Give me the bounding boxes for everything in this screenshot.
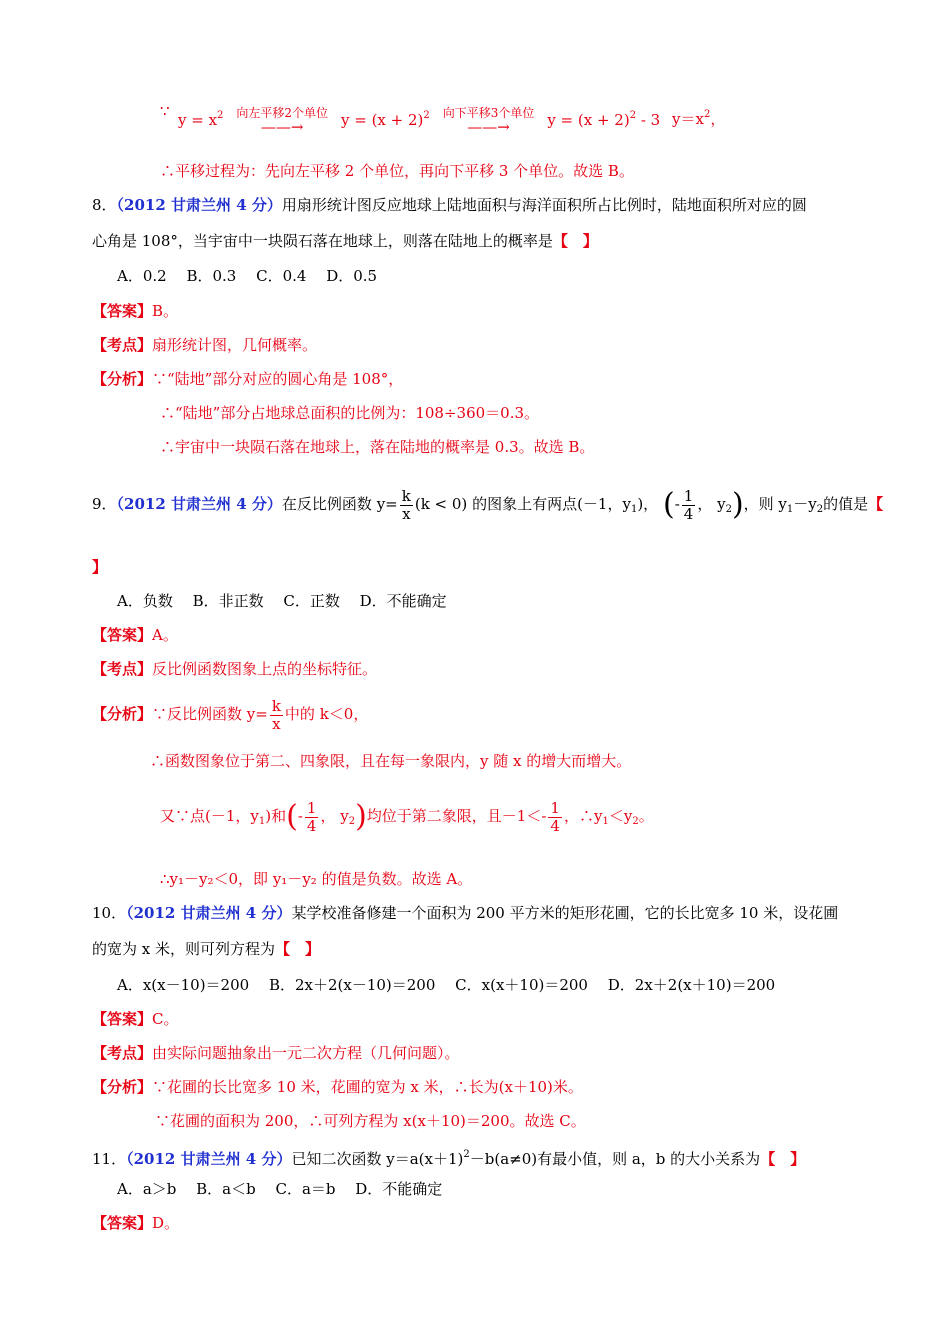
q8-point-text: 扇形统计图，几何概率。 <box>152 336 318 354</box>
q9-text3: ，则 y <box>743 495 787 513</box>
q11-source: （2012 甘肃兰州 4 分） <box>126 1150 292 1168</box>
q7-expr3-b: - 3 <box>636 111 661 129</box>
q9-analysis-line4: ∴y₁－y₂＜0，即 y₁－y₂ 的值是负数。故选 A。 <box>160 870 473 888</box>
q9-a3-den2: 4 <box>550 816 560 835</box>
q10-answer-bracket: 【 】 <box>275 940 321 958</box>
q8-stem-line2 <box>92 230 598 252</box>
q8-point-tag: 【考点】 <box>92 336 153 354</box>
q11-text1: 已知二次函数 y＝a(x＋1) <box>291 1150 464 1168</box>
q7-tail-text: y＝x <box>672 110 704 128</box>
q9-a3-den: 4 <box>306 816 317 835</box>
q9-text3-sub2: 2 <box>816 504 824 515</box>
q7-translation-formula <box>178 102 660 134</box>
q10-point-text: 由实际问题抽象出一元二次方程（几何问题）。 <box>152 1044 460 1062</box>
q8-point <box>92 334 317 356</box>
q9-a3-minus: - <box>297 807 303 825</box>
q10-answer <box>92 1008 179 1030</box>
q8-text1: 用扇形统计图反应地球上陆地面积与海洋面积所占比例时，陆地面积所对应的圆 <box>281 196 807 214</box>
q9-answer-tag: 【答案】 <box>92 626 153 644</box>
q7-exp: 2 <box>423 110 430 121</box>
q10-point-tag: 【考点】 <box>92 1044 153 1062</box>
q9-point-num: 1 <box>683 486 694 505</box>
q9-function <box>376 486 468 523</box>
q7-arrow-left-shaft: ——→ <box>260 118 304 136</box>
q9-bracket-open: 【 <box>868 495 884 513</box>
q9-left-paren: ( <box>662 487 675 522</box>
q9-analysis-fraction <box>270 698 283 733</box>
q9-text2-sub: 1 <box>630 504 638 515</box>
q8-options: A．0.2 B．0.3 C．0.4 D．0.5 <box>117 267 378 285</box>
q9-a3-fraction2 <box>548 800 562 835</box>
q9-text3-mid: －y <box>793 495 817 513</box>
q9-analysis-frac-num: k <box>271 696 281 715</box>
q9-a3-y: ， y <box>320 807 349 825</box>
q9-answer-value: A。 <box>152 626 178 644</box>
q9-a3-minus2: - <box>541 807 547 825</box>
q9-a3-pre: 又∵点(－1，y <box>160 807 259 825</box>
q9-a3-post: 均位于第二象限，且－1＜ <box>366 807 542 825</box>
q10-options: A．x(x－10)＝200 B．2x＋2(x－10)＝200 C．x(x＋10)＝200 D．2x＋2(x＋10)＝200 <box>117 976 776 994</box>
q8-answer-tag: 【答案】 <box>92 302 153 320</box>
q9-analysis-frac-den: x <box>272 714 281 733</box>
q8-stem-line1 <box>92 194 807 216</box>
q9-analysis-post: 中的 k＜0， <box>284 705 369 723</box>
q10-point <box>92 1042 460 1064</box>
q7-tail-end: ， <box>710 110 726 128</box>
q9-point-tag: 【考点】 <box>92 660 153 678</box>
q9-a3-num: 1 <box>306 798 317 817</box>
q10-stem-line2 <box>92 938 320 960</box>
q7-arrow-down-shaft: ——→ <box>467 118 510 136</box>
q10-analysis-line2: ∵花圃的面积为 200，∴可列方程为 x(x＋10)＝200。故选 C。 <box>155 1112 586 1130</box>
q9-frac-num: k <box>401 486 411 505</box>
q7-tail-exp: 2 <box>703 109 711 120</box>
q9-point <box>92 658 377 680</box>
q9-a3-left-paren: ( <box>286 799 298 834</box>
q11-text1-sup: 2 <box>463 1149 470 1160</box>
q9-a3-right-paren: ) <box>355 799 367 834</box>
q9-text2: 的图象上有两点(－1，y <box>472 495 631 513</box>
q9-analysis-line3 <box>160 796 654 842</box>
q11-answer-tag: 【答案】 <box>92 1214 153 1232</box>
q7-arrow-down-label: 向下平移3个单位 <box>442 106 535 120</box>
q7-arrow-down <box>435 106 543 134</box>
q9-point-minus: - <box>674 495 680 513</box>
q9-a3-dot: 。 <box>638 807 654 825</box>
q8-answer-value: B。 <box>152 302 179 320</box>
q10-analysis-line1: ∵花圃的长比宽多 10 米，花圃的宽为 x 米，∴长为(x＋10)米。 <box>152 1078 583 1096</box>
q7-exp: 2 <box>629 110 637 121</box>
q9-bracket-close: 】 <box>92 558 108 576</box>
q7-exp: 2 <box>217 110 224 121</box>
q11-answer-bracket: 【 】 <box>760 1150 806 1168</box>
q7-because-symbol: ∵ <box>160 102 170 120</box>
q9-options: A．负数 B．非正数 C．正数 D．不能确定 <box>117 592 447 610</box>
q10-text1: 某学校准备修建一个面积为 200 平方米的矩形花圃，它的长比宽多 10 米，设花圃 <box>291 904 839 922</box>
q10-source: （2012 甘肃兰州 4 分） <box>126 904 292 922</box>
q8-analysis-line1: ∵“陆地”部分对应的圆心角是 108°， <box>152 370 404 388</box>
q9-right-paren: ) <box>731 487 744 522</box>
q9-analysis-pre: ∵反比例函数 y= <box>152 705 268 723</box>
q9-text2-end: )， <box>637 495 659 513</box>
q8-number: 8． <box>92 196 117 214</box>
q9-a3-y-sub: 2 <box>348 816 356 827</box>
q7-expr1: y = x <box>178 111 218 129</box>
q10-analysis-tag: 【分析】 <box>92 1078 153 1096</box>
q9-source: （2012 甘肃兰州 4 分） <box>116 495 282 513</box>
q10-text2: 的宽为 x 米，则可列方程为 <box>92 940 275 958</box>
q9-y-eq: y= <box>376 495 398 513</box>
q9-a3-sub-y2: 2 <box>632 816 639 827</box>
q9-a3-sub-y1: 1 <box>602 816 609 827</box>
q9-a3-fraction <box>305 800 319 835</box>
q9-analysis-tag: 【分析】 <box>92 705 153 723</box>
q9-analysis <box>92 694 368 734</box>
q9-point-y-sub: 2 <box>725 504 732 515</box>
q11-stem <box>92 1144 805 1170</box>
q9-fraction <box>400 488 413 523</box>
q9-a3-lt: ＜y <box>608 807 633 825</box>
q9-text1: 在反比例函数 <box>281 495 372 513</box>
q11-text1-end: －b(a≠0)有最小值，则 a，b 的大小关系为 <box>469 1150 761 1168</box>
q11-answer <box>92 1212 179 1234</box>
q8-analysis <box>92 368 403 390</box>
q8-analysis-line2: ∴“陆地”部分占地球总面积的比例为：108÷360＝0.3。 <box>160 404 540 422</box>
q9-analysis-line2: ∴函数图象位于第二、四象限，且在每一象限内，y 随 x 的增大而增大。 <box>150 752 632 770</box>
q9-a3-num2: 1 <box>550 798 560 817</box>
q10-stem-line1 <box>92 902 838 924</box>
q9-number: 9． <box>92 495 117 513</box>
q7-arrow-left-label: 向左平移2个单位 <box>236 106 329 120</box>
q11-answer-value: D。 <box>152 1214 180 1232</box>
q8-text2: 心角是 108°，当宇宙中一块陨石落在地球上，则落在陆地上的概率是 <box>92 232 553 250</box>
q9-condition: (k < 0) <box>414 495 468 513</box>
q10-number: 10． <box>92 904 127 922</box>
q9-point-text: 反比例函数图象上点的坐标特征。 <box>152 660 378 678</box>
q9-stem-line1 <box>92 484 883 530</box>
q9-point-fraction <box>682 488 696 523</box>
q8-source: （2012 甘肃兰州 4 分） <box>116 196 282 214</box>
q9-point-y: ， y <box>697 495 726 513</box>
q9-text3-sub1: 1 <box>786 504 794 515</box>
q8-answer-bracket: 【 】 <box>552 232 598 250</box>
q9-a3-mid: )和 <box>265 807 287 825</box>
q10-answer-tag: 【答案】 <box>92 1010 153 1028</box>
q7-arrow-left <box>228 106 336 134</box>
q9-a3-end: ，∴y <box>563 807 603 825</box>
q11-options: A．a＞b B．a＜b C．a＝b D．不能确定 <box>117 1180 443 1198</box>
q9-text3-end: 的值是 <box>823 495 869 513</box>
q10-answer-value: C。 <box>152 1010 179 1028</box>
q7-conclusion: ∴平移过程为：先向左平移 2 个单位，再向下平移 3 个单位。故选 B。 <box>160 162 634 180</box>
q7-expr2: y = (x + 2) <box>340 111 424 129</box>
q9-frac-den: x <box>402 504 411 523</box>
q8-analysis-tag: 【分析】 <box>92 370 153 388</box>
q10-analysis <box>92 1076 583 1098</box>
q11-number: 11． <box>92 1150 127 1168</box>
q7-tail <box>672 104 725 130</box>
q9-answer <box>92 624 178 646</box>
q8-analysis-line3: ∴宇宙中一块陨石落在地球上，落在陆地的概率是 0.3。故选 B。 <box>160 438 595 456</box>
q8-answer <box>92 300 178 322</box>
q9-a3-sub1: 1 <box>258 816 266 827</box>
q9-point-den: 4 <box>683 504 694 523</box>
q7-expr3: y = (x + 2) <box>547 111 630 129</box>
